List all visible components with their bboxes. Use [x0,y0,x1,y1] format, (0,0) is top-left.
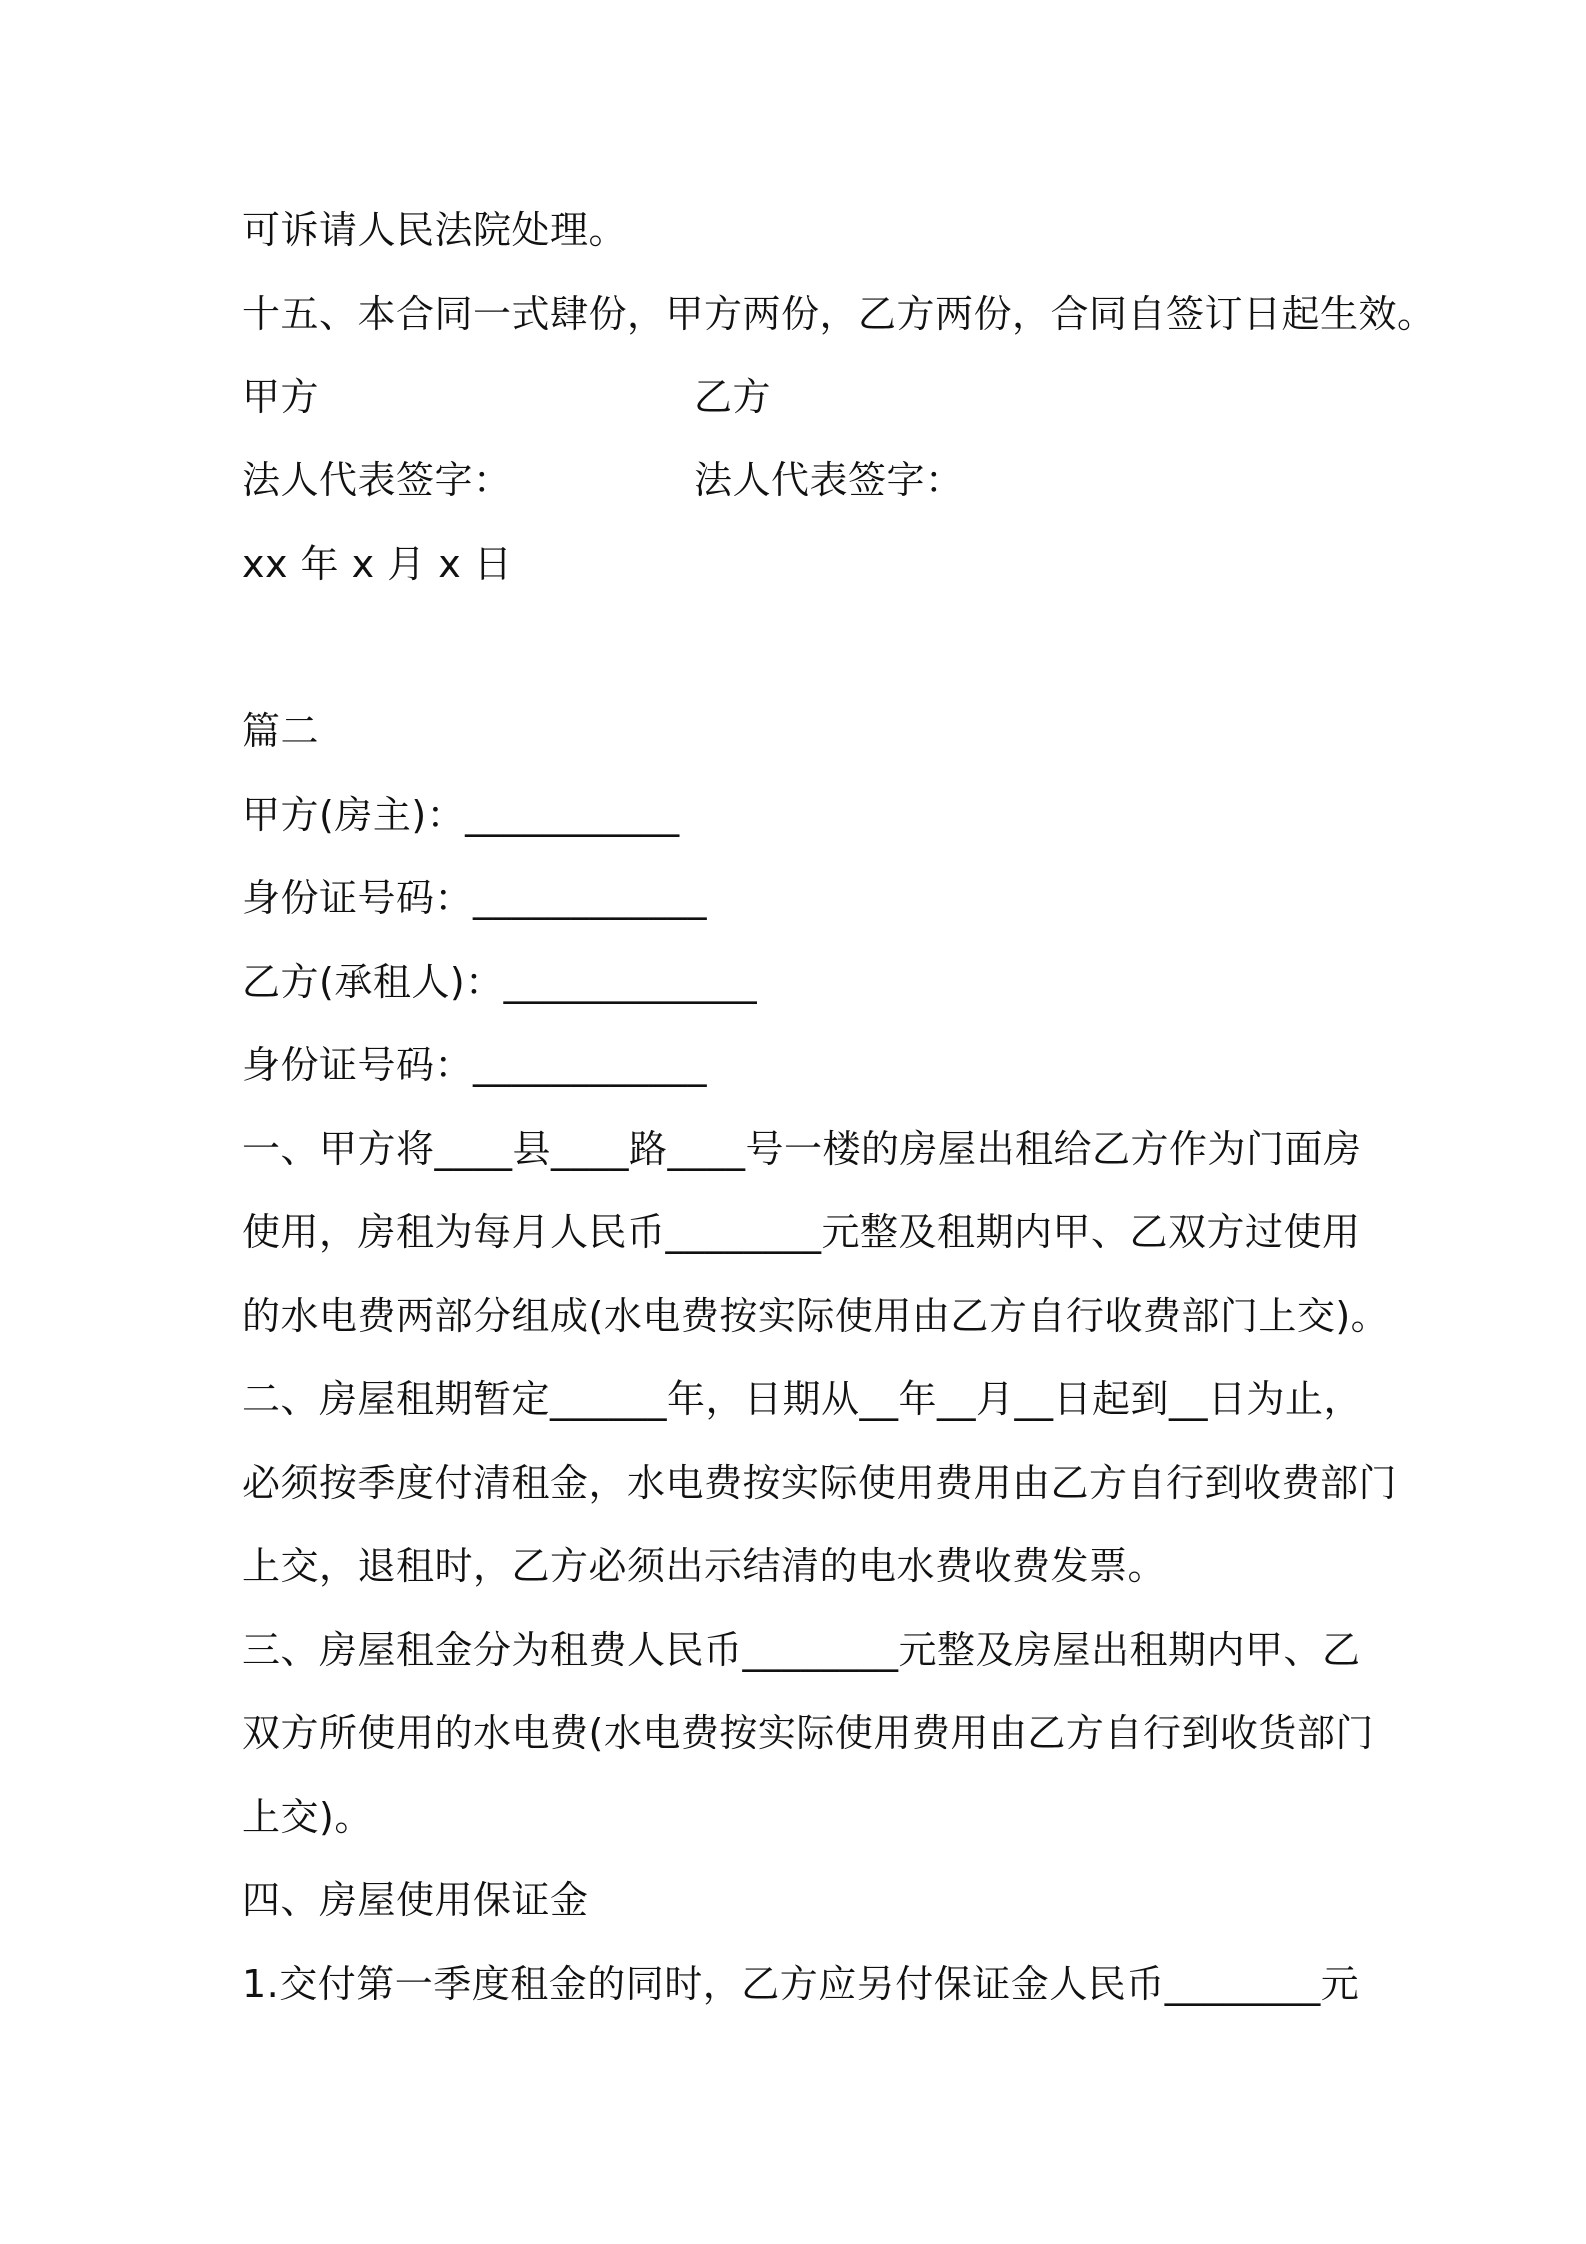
text-line: 甲方(房主)：___________ [242,793,680,837]
party-a-label: 甲方 [242,375,320,419]
text-line: 可诉请人民法院处理。 [242,208,628,252]
text-line: 身份证号码：____________ [242,1043,708,1087]
section-title: 篇二 [242,709,320,753]
text-line: 十五、本合同一式肆份，甲方两份，乙方两份，合同自签订日起生效。 [242,292,1436,336]
text-line: 一、甲方将____县____路____号一楼的房屋出租给乙方作为门面房 [242,1127,1362,1171]
text-line: 三、房屋租金分为租费人民币________元整及房屋出租期内甲、乙 [242,1628,1361,1672]
date-line: xx 年 x 月 x 日 [242,542,513,586]
party-a-signature-label: 法人代表签字： [242,458,512,502]
section-heading: 四、房屋使用保证金 [242,1878,589,1922]
text-line: 必须按季度付清租金，水电费按实际使用费用由乙方自行到收费部门 [242,1461,1398,1505]
text-line: 使用，房租为每月人民币________元整及租期内甲、乙双方过使用 [242,1210,1361,1254]
party-b-signature-label: 法人代表签字： [694,458,964,502]
text-line: 1.交付第一季度租金的同时，乙方应另付保证金人民币________元 [242,1962,1360,2006]
text-line: 上交)。 [242,1795,373,1839]
text-line: 身份证号码：____________ [242,876,708,920]
text-line: 乙方(承租人)：_____________ [242,960,758,1004]
text-line: 双方所使用的水电费(水电费按实际使用费用由乙方自行到收货部门 [242,1711,1374,1755]
text-line: 二、房屋租期暂定______年，日期从__年__月__日起到__日为止， [242,1377,1363,1421]
party-b-label: 乙方 [694,375,772,419]
text-line: 的水电费两部分组成(水电费按实际使用由乙方自行收费部门上交)。 [242,1294,1390,1338]
text-line: 上交，退租时，乙方必须出示结清的电水费收费发票。 [242,1544,1167,1588]
